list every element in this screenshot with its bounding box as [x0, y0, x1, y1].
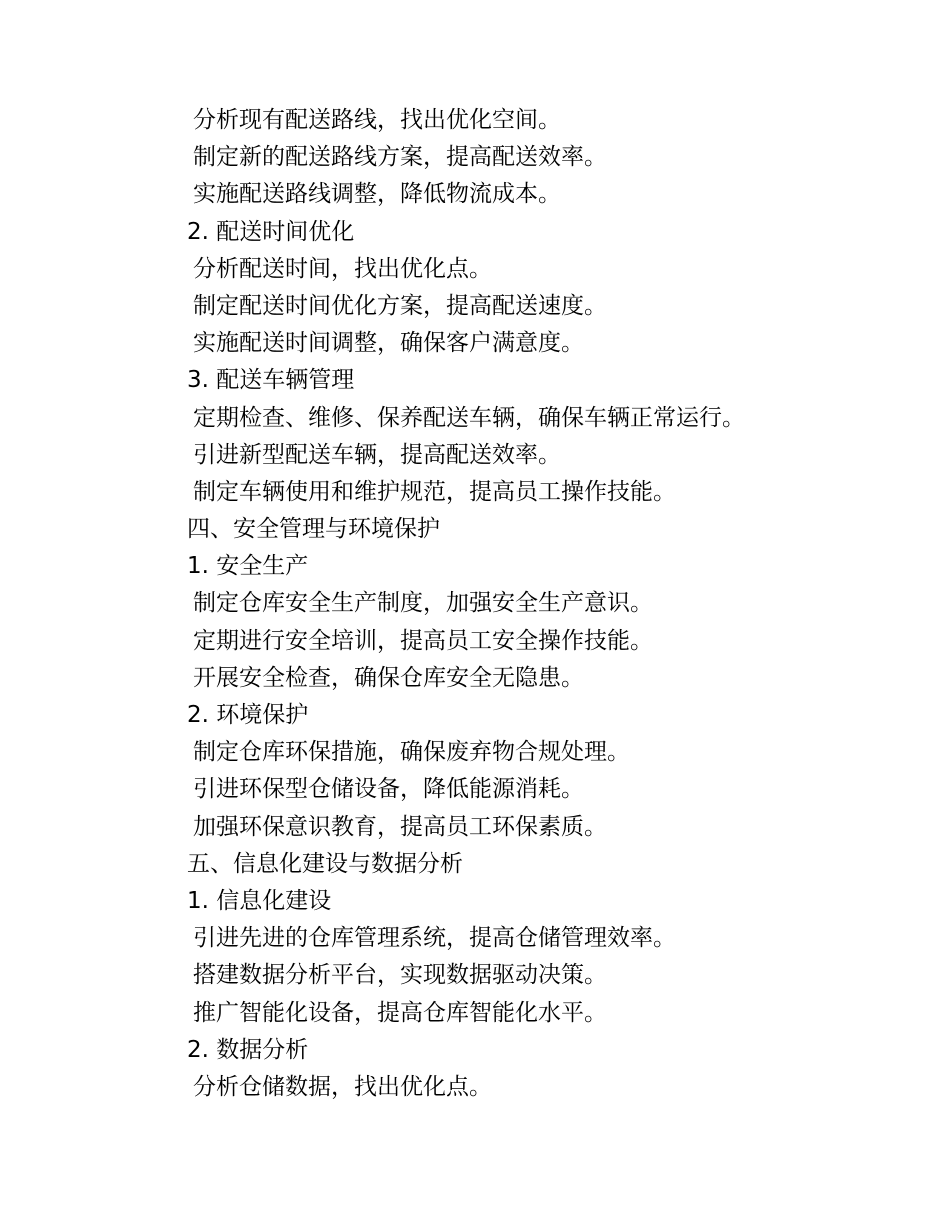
list-item: 推广智能化设备，提高仓库智能化水平。	[193, 999, 607, 1026]
section-heading: 1. 安全生产	[187, 553, 309, 580]
list-item: 引进新型配送车辆，提高配送效率。	[193, 441, 561, 468]
section-heading: 3. 配送车辆管理	[187, 367, 355, 394]
list-item: 制定车辆使用和维护规范，提高员工操作技能。	[193, 478, 676, 505]
list-item: 分析配送时间，找出优化点。	[193, 255, 492, 282]
list-item: 制定仓库环保措施，确保废弃物合规处理。	[193, 739, 630, 766]
list-item: 实施配送路线调整，降低物流成本。	[193, 181, 561, 208]
section-heading: 2. 数据分析	[187, 1036, 309, 1063]
chapter-heading: 五、信息化建设与数据分析	[187, 850, 463, 877]
section-heading: 2. 环境保护	[187, 702, 309, 728]
list-item: 制定新的配送路线方案，提高配送效率。	[193, 144, 607, 171]
list-item: 实施配送时间调整，确保客户满意度。	[193, 330, 584, 357]
list-item: 分析仓储数据，找出优化点。	[193, 1073, 492, 1100]
list-item: 开展安全检查，确保仓库安全无隐患。	[193, 664, 584, 691]
list-item: 引进先进的仓库管理系统，提高仓储管理效率。	[193, 925, 676, 952]
list-item: 引进环保型仓储设备，降低能源消耗。	[193, 776, 584, 803]
list-item: 制定配送时间优化方案，提高配送速度。	[193, 292, 607, 319]
chapter-heading: 四、安全管理与环境保护	[187, 516, 440, 543]
list-item: 分析现有配送路线，找出优化空间。	[193, 107, 561, 133]
list-item: 搭建数据分析平台，实现数据驱动决策。	[193, 962, 607, 989]
list-item: 制定仓库安全生产制度，加强安全生产意识。	[193, 590, 653, 617]
section-heading: 2. 配送时间优化	[187, 218, 355, 245]
list-item: 定期进行安全培训，提高员工安全操作技能。	[193, 627, 653, 654]
document-body	[187, 102, 887, 1106]
list-item: 加强环保意识教育，提高员工环保素质。	[193, 813, 607, 840]
section-heading: 1. 信息化建设	[187, 887, 332, 914]
list-item: 定期检查、维修、保养配送车辆，确保车辆正常运行。	[193, 404, 745, 431]
